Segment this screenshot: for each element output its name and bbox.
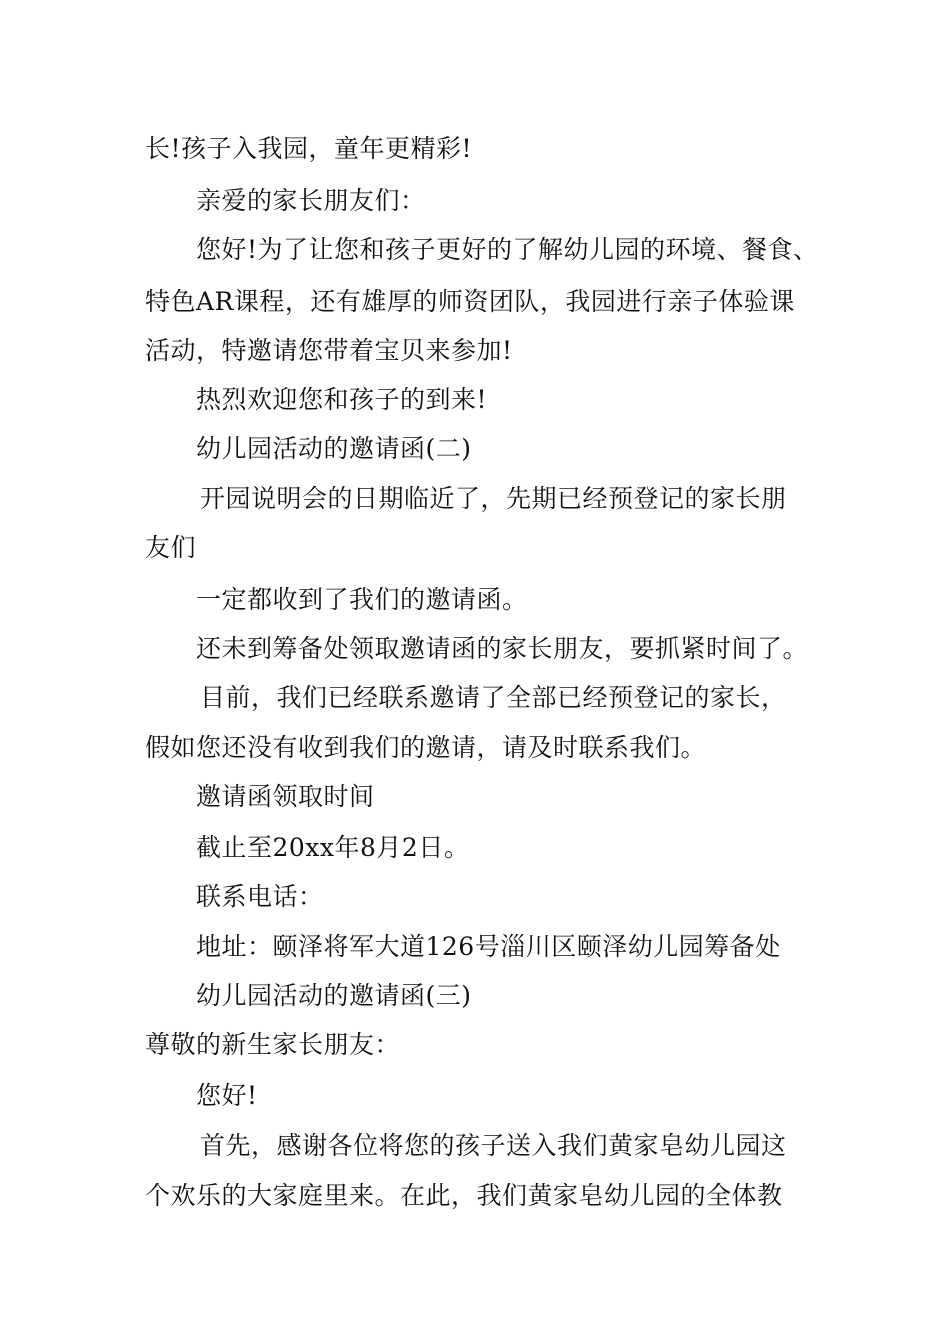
greeting-line: 亲爱的家长朋友们： [196,186,426,215]
text-line: 还未到筹备处领取邀请函的家长朋友，要抓紧时间了。 [196,634,809,663]
phone-line: 联系电话： [196,882,324,911]
text-line: 开园说明会的日期临近了，先期已经预登记的家长朋 [200,484,787,513]
text-line: 假如您还没有收到我们的邀请，请及时联系我们。 [145,733,707,762]
text-line: 特色AR课程，还有雄厚的师资团队，我园进行亲子体验课 [145,287,795,316]
deadline-line: 截止至20xx年8月2日。 [196,833,470,862]
section-heading: 幼儿园活动的邀请函(二) [196,434,472,463]
text-line: 邀请函领取时间 [196,782,375,811]
text-line: 活动，特邀请您带着宝贝来参加! [145,336,513,365]
text-line: 友们 [145,533,197,562]
text-line: 您好!为了让您和孩子更好的了解幼儿园的环境、餐食、 [196,235,819,264]
text-line: 热烈欢迎您和孩子的到来! [196,385,488,414]
section-heading: 幼儿园活动的邀请函(三) [196,981,472,1010]
address-line: 地址：颐泽将军大道126号淄川区颐泽幼儿园筹备处 [196,932,781,961]
text-line: 长!孩子入我园，童年更精彩! [145,134,473,163]
text-line: 首先，感谢各位将您的孩子送入我们黄家皂幼儿园这 [200,1131,787,1160]
text-line: 您好! [196,1081,258,1110]
text-line: 个欢乐的大家庭里来。在此，我们黄家皂幼儿园的全体教 [145,1181,783,1210]
text-line: 一定都收到了我们的邀请函。 [196,585,528,614]
text-line: 目前，我们已经联系邀请了全部已经预登记的家长， [200,683,787,712]
greeting-line: 尊敬的新生家长朋友： [145,1030,401,1059]
